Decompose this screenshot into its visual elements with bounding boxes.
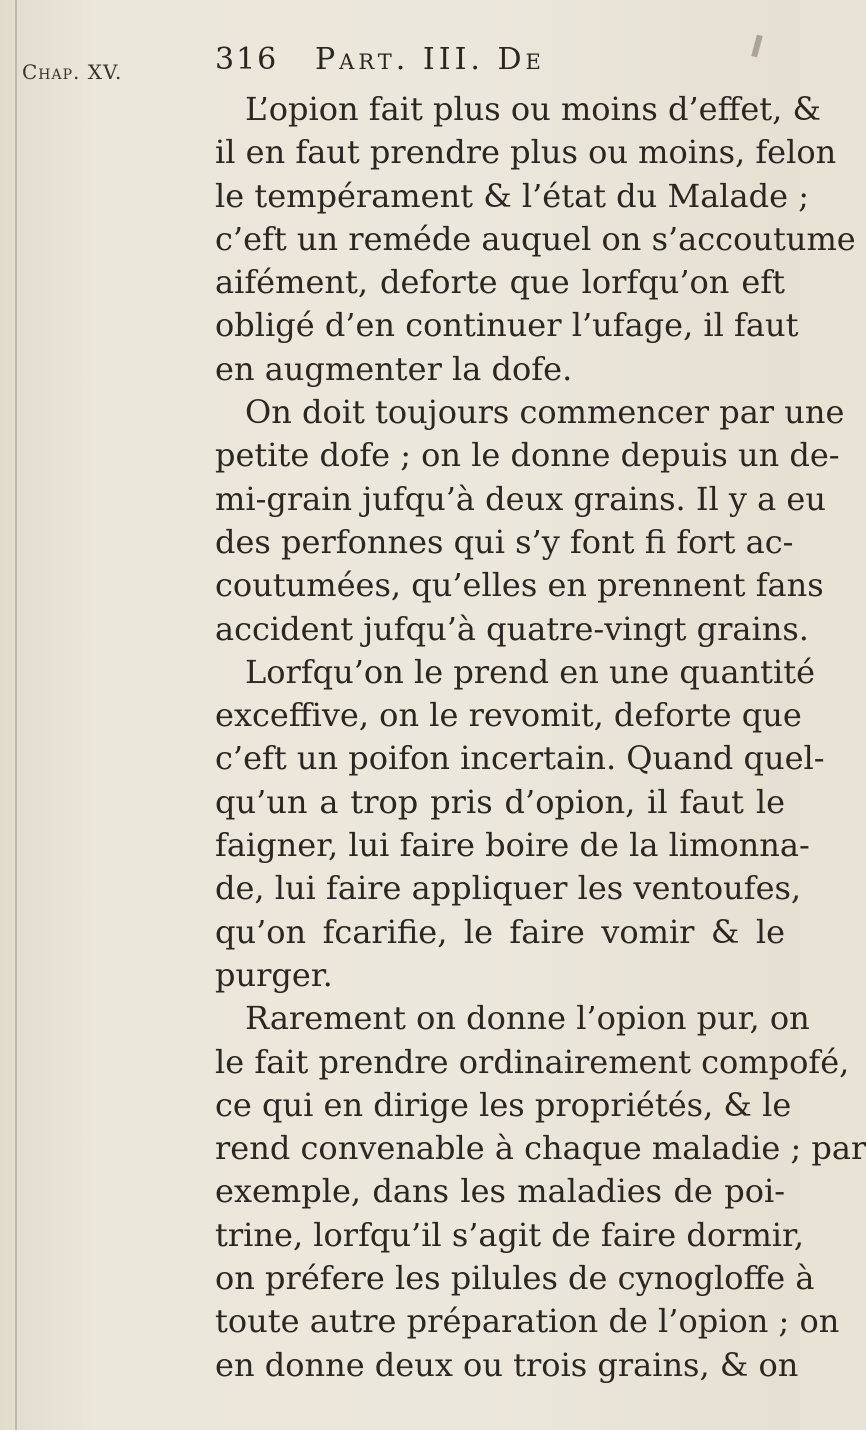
running-header	[215, 42, 775, 82]
text-line: rend convenable à chaque maladie ; par	[215, 1129, 866, 1168]
text-line: obligé d’en continuer l’ufage, il faut	[215, 306, 799, 345]
text-line: c’eft un reméde auquel on s’accoutume	[215, 219, 856, 258]
text-line: Lorfqu’on le prend en une quantité	[245, 652, 816, 691]
text-line: exceffive, on le revomit, deforte que	[215, 696, 802, 735]
running-title: Part. III. De	[315, 42, 545, 77]
chapter-margin-note: Chap. XV.	[22, 60, 123, 84]
text-line: ce qui en dirige les propriétés, & le	[215, 1085, 792, 1124]
text-line: toute autre préparation de l’opion ; on	[215, 1302, 840, 1341]
text-line: de, lui faire appliquer les ventoufes,	[215, 869, 802, 908]
text-line: en augmenter la dofe.	[215, 349, 573, 388]
text-line: On doit toujours commencer par une	[245, 393, 845, 432]
text-line: le tempérament & l’état du Malade ;	[215, 176, 809, 215]
text-line: on préfere les pilules de cynogloffe à	[215, 1259, 815, 1298]
text-line: accident jufqu’à quatre-vingt grains.	[215, 609, 809, 648]
text-line: aifément, deforte que lorfqu’on eft	[215, 263, 785, 302]
text-line: en donne deux ou trois grains, & on	[215, 1345, 799, 1384]
page-number: 316	[215, 42, 279, 77]
text-line: exemple, dans les maladies de poi-	[215, 1172, 785, 1211]
text-line: il en faut prendre plus ou moins, felon	[215, 133, 837, 172]
text-line: des perfonnes qui s’y font fi fort ac-	[215, 522, 794, 561]
text-line: L’opion fait plus ou moins d’effet, &	[245, 90, 821, 128]
page-edge-line	[15, 0, 17, 1430]
text-line: purger.	[215, 955, 333, 994]
text-line: Rarement on donne l’opion pur, on	[245, 999, 810, 1038]
text-line: coutumées, qu’elles en prennent fans	[215, 566, 824, 605]
text-line: qu’un a trop pris d’opion, il faut le	[215, 782, 785, 821]
body-text	[215, 88, 866, 1387]
text-line: petite dofe ; on le donne depuis un de-	[215, 436, 840, 475]
text-line: c’eft un poifon incertain. Quand quel-	[215, 739, 825, 778]
text-line: faigner, lui faire boire de la limonna-	[215, 826, 810, 865]
text-line: mi-grain jufqu’à deux grains. Il y a eu	[215, 479, 826, 518]
text-line: le fait prendre ordinairement compofé,	[215, 1042, 850, 1081]
text-line: trine, lorfqu’il s’agit de faire dormir,	[215, 1215, 804, 1254]
text-line: qu’on fcarifie, le faire vomir & le	[215, 912, 785, 951]
